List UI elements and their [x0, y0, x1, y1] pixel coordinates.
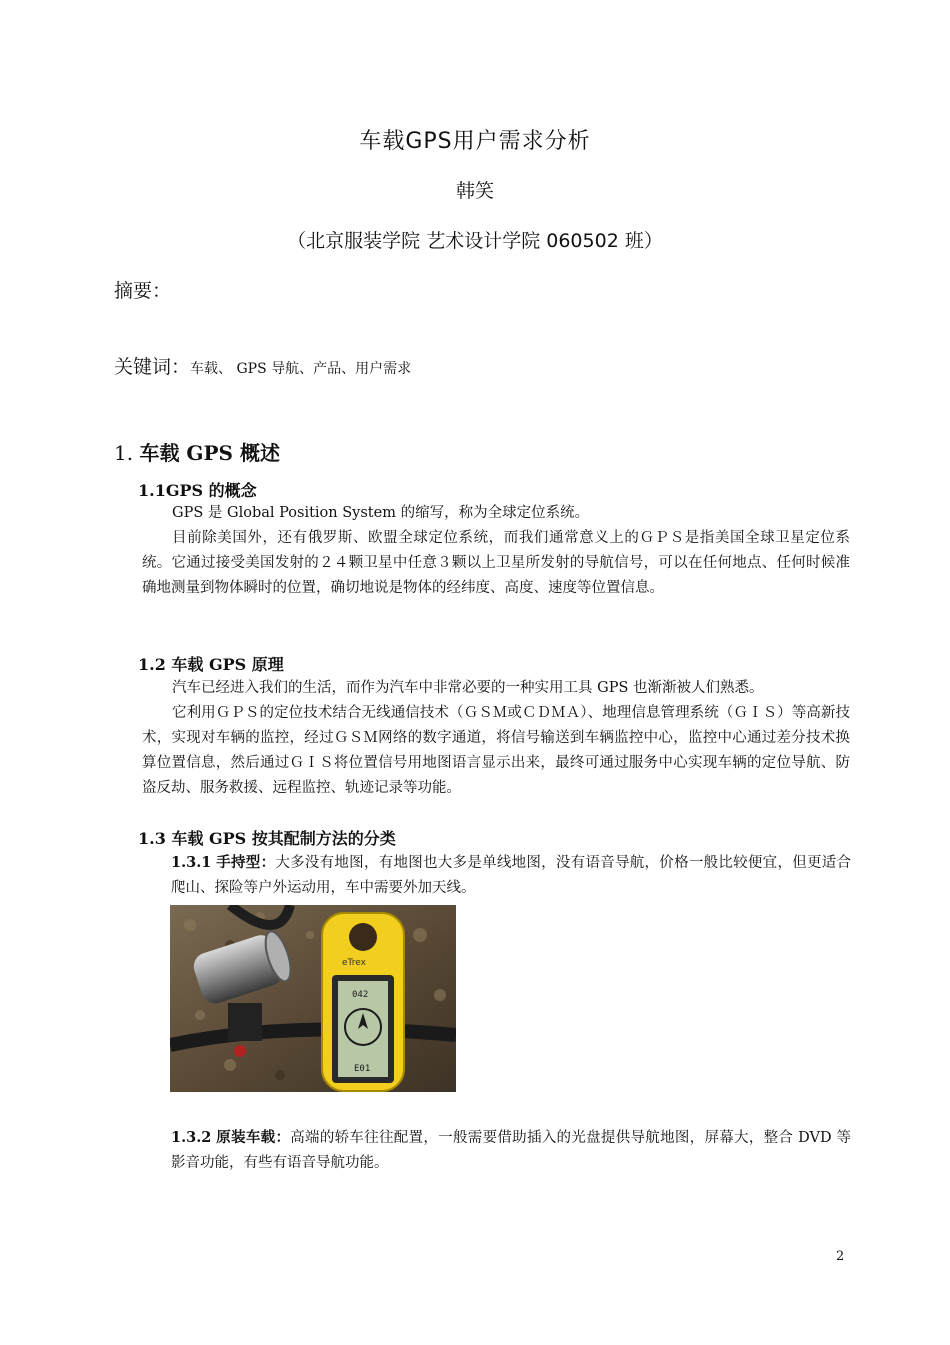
item-2-label: 原装车载： — [216, 1129, 291, 1146]
document-title: 车载GPS用户需求分析 — [359, 129, 591, 154]
item-2-number: 1.3.2 — [171, 1129, 212, 1146]
section-1-number: 1. — [114, 441, 134, 465]
gps-screen-bottom-readout: E01 — [354, 1064, 371, 1074]
author-name: 韩笑 — [455, 180, 494, 202]
handheld-gps-photo — [170, 905, 456, 1092]
section-1-2-para-2: 它利用ＧＰＳ的定位技术结合无线通信技术（ＧＳＭ或ＣＤＭＡ）、地理信息管理系统（ＧＩＳ）等高新技术，实现对车辆的监控，经过ＧＳＭ网络的数字通道，将信号输送到车辆监控中心，监控中心通过差分技术换算位置信息，然后通过ＧＩＳ将位置信号用地图语言显示出来，最终可通过服务中心实现车辆的定位导航、防盗反劫、服务救援、远程监控、轨迹记录等功能。 — [142, 705, 850, 796]
item-1-text: 大多没有地图，有地图也大多是单线地图，没有语音导航，价格一般比较便宜，但更适合爬山、探险等户外运动用，车中需要外加天线。 — [171, 855, 852, 896]
section-1-1-para-1: GPS 是 Global Position System 的缩写，称为全球定位系统。 — [172, 505, 590, 521]
gps-photo-illustration — [170, 905, 456, 1092]
item-1-number: 1.3.1 — [171, 854, 212, 871]
section-1-3-1-item — [171, 850, 851, 901]
section-1-2-heading: 1.2 车载 GPS 原理 — [138, 655, 284, 674]
item-2-text: 高端的轿车往往配置，一般需要借助插入的光盘提供导航地图，屏幕大，整合 DVD 等影音功能，有些有语音导航功能。 — [171, 1130, 851, 1171]
section-1-1-heading: 1.1GPS 的概念 — [138, 481, 257, 500]
section-1-heading — [114, 437, 280, 466]
gps-brand-label: eTrex — [342, 958, 366, 968]
keywords-text: 车载、 GPS 导航、产品、用户需求 — [190, 361, 412, 377]
section-1-3-heading: 1.3 车载 GPS 按其配制方法的分类 — [138, 829, 396, 848]
section-1-1-para-2: 目前除美国外，还有俄罗斯、欧盟全球定位系统，而我们通常意义上的ＧＰＳ是指美国全球卫星定位系统。它通过接受美国发射的２４颗卫星中任意３颗以上卫星所发射的导航信号，可以在任何地点、任何时候准确地测量到物体瞬时的位置，确切地说是物体的经纬度、高度、速度等位置信息。 — [142, 530, 850, 596]
keywords-label: 关键词： — [114, 356, 191, 378]
section-1-2-para-1: 汽车已经进入我们的生活，而作为汽车中非常必要的一种实用工具 GPS 也渐渐被人们熟悉。 — [172, 680, 764, 696]
keywords-line — [114, 352, 411, 379]
page-number: 2 — [836, 1249, 845, 1264]
section-1-3-2-item — [171, 1125, 851, 1176]
abstract-label: 摘要： — [114, 280, 172, 302]
item-1-label: 手持型： — [216, 854, 276, 871]
section-1-title: 车载 GPS 概述 — [139, 441, 280, 465]
author-affiliation: （北京服装学院 艺术设计学院 060502 班） — [287, 230, 663, 252]
gps-screen-top-readout: 042 — [352, 990, 369, 1000]
